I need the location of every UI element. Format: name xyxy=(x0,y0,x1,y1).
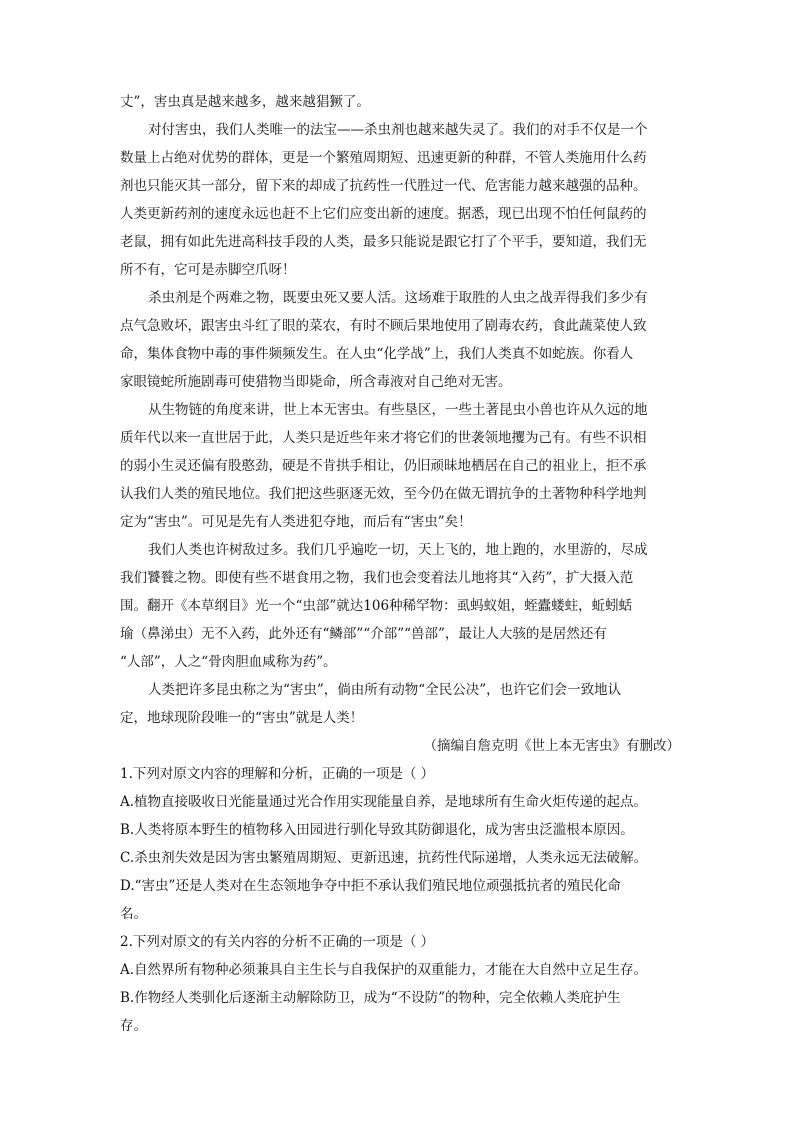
paragraph-line: 定为“害虫”。可见是先有人类进犯夺地，而后有“害虫”矣！ xyxy=(120,514,472,530)
passage-paragraph xyxy=(120,284,680,396)
paragraph-line: “人部”，人之“骨肉胆血咸称为药”。 xyxy=(120,654,337,670)
paragraph-line: 丈”，害虫真是越来越多，越来越猖獗了。 xyxy=(120,94,370,110)
question-list xyxy=(120,760,680,1040)
answer-option[interactable] xyxy=(120,984,680,1040)
document-page xyxy=(120,88,680,1040)
option-text: 名。 xyxy=(120,906,147,922)
question-item xyxy=(120,928,680,1040)
paragraph-line: 的弱小生灵还偏有股憨劲，硬是不肯拱手相让，仍旧顽昧地栖居在自己的祖业上，拒不承 xyxy=(120,458,647,474)
option-text: D.“害虫”还是人类对在生态领地争夺中拒不承认我们殖民地位顽强抵抗者的殖民化命 xyxy=(120,878,621,894)
answer-option[interactable] xyxy=(120,788,680,816)
passage-paragraph xyxy=(120,536,680,676)
paragraph-line: 认我们人类的殖民地位。我们把这些驱逐无效，至今仍在做无谓抗争的土著物种科学地判 xyxy=(120,486,647,502)
passage-paragraph xyxy=(120,396,680,536)
answer-option[interactable] xyxy=(120,844,680,872)
paragraph-line: 我们饕餮之物。即使有些不堪食用之物，我们也会变着法儿地将其“入药”，扩大摄入范 xyxy=(120,570,634,586)
option-text: B.人类将原本野生的植物移入田园进行驯化导致其防御退化，成为害虫泛滥根本原因。 xyxy=(120,822,634,838)
passage-paragraph xyxy=(120,676,680,732)
answer-option[interactable] xyxy=(120,956,680,984)
paragraph-line: 命，集体食物中毒的事件频频发生。在人虫“化学战”上，我们人类真不如蛇族。你看人 xyxy=(120,346,634,362)
passage-paragraph xyxy=(120,88,680,116)
paragraph-line: 家眼镜蛇所施剧毒可使猎物当即毙命，所含毒液对自己绝对无害。 xyxy=(120,374,512,390)
paragraph-line: 杀虫剂是个两难之物，既要虫死又要人活。这场难于取胜的人虫之战弄得我们多少有 xyxy=(148,290,648,306)
paragraph-line: 点气急败坏，跟害虫斗红了眼的菜农，有时不顾后果地使用了剧毒农药，食此蔬菜使人致 xyxy=(120,318,647,334)
option-text: A.植物直接吸收日光能量通过光合作用实现能量自养，是地球所有生命火炬传递的起点。 xyxy=(120,794,648,810)
paragraph-line: 所不有，它可是赤脚空爪呀！ xyxy=(120,262,296,278)
reading-passage xyxy=(120,88,680,732)
paragraph-line: 人类更新药剂的速度永远也赶不上它们应变出新的速度。据悉，现已出现不怕任何鼠药的 xyxy=(120,206,647,222)
question-stem: 1.下列对原文内容的理解和分析，正确的一项是（ ） xyxy=(120,766,435,782)
paragraph-line: 从生物链的角度来讲，世上本无害虫。有些垦区，一些土著昆虫小兽也许从久远的地 xyxy=(148,402,648,418)
paragraph-line: 定，地球现阶段唯一的“害虫”就是人类！ xyxy=(120,710,364,726)
answer-option[interactable] xyxy=(120,816,680,844)
paragraph-line: 瑜（鼻涕虫）无不入药，此外还有“鳞部”“介部”“兽部”，最让人大骇的是居然还有 xyxy=(120,626,607,642)
paragraph-line: 对付害虫，我们人类唯一的法宝——杀虫剂也越来越失灵了。我们的对手不仅是一个 xyxy=(148,122,648,138)
option-text: 存。 xyxy=(120,1018,147,1034)
option-text: A.自然界所有物种必须兼具自主生长与自我保护的双重能力，才能在大自然中立足生存。 xyxy=(120,962,648,978)
paragraph-line: 剂也只能灭其一部分，留下来的却成了抗药性一代胜过一代、危害能力越来越强的品种。 xyxy=(120,178,647,194)
source-citation: （摘编自詹克明《世上本无害虫》有删改） xyxy=(423,738,680,754)
question-item xyxy=(120,760,680,928)
paragraph-line: 我们人类也许树敌过多。我们几乎遍吃一切，天上飞的，地上跑的，水里游的，尽成 xyxy=(148,542,648,558)
paragraph-line: 人类把许多昆虫称之为“害虫”，倘由所有动物“全民公决”，也许它们会一致地认 xyxy=(148,682,622,698)
option-text: C.杀虫剂失效是因为害虫繁殖周期短、更新迅速，抗药性代际递增，人类永远无法破解。 xyxy=(120,850,648,866)
question-stem: 2.下列对原文的有关内容的分析不正确的一项是（ ） xyxy=(120,934,435,950)
paragraph-line: 老鼠，拥有如此先进高科技手段的人类，最多只能说是跟它打了个平手，要知道，我们无 xyxy=(120,234,647,250)
passage-paragraph xyxy=(120,116,680,284)
paragraph-line: 质年代以来一直世居于此，人类只是近些年来才将它们的世袭领地攫为己有。有些不识相 xyxy=(120,430,647,446)
paragraph-line: 围。翻开《本草纲目》光一个“虫部”就达106种稀罕物：虱蚂蚁姐，蛭蠹蝼蛀，蚯蚓蛞 xyxy=(120,598,633,614)
paragraph-line: 数量上占绝对优势的群体，更是一个繁殖周期短、迅速更新的种群，不管人类施用什么药 xyxy=(120,150,647,166)
answer-option[interactable] xyxy=(120,872,680,928)
option-text: B.作物经人类驯化后逐渐主动解除防卫，成为“不设防”的物种，完全依赖人类庇护生 xyxy=(120,990,621,1006)
